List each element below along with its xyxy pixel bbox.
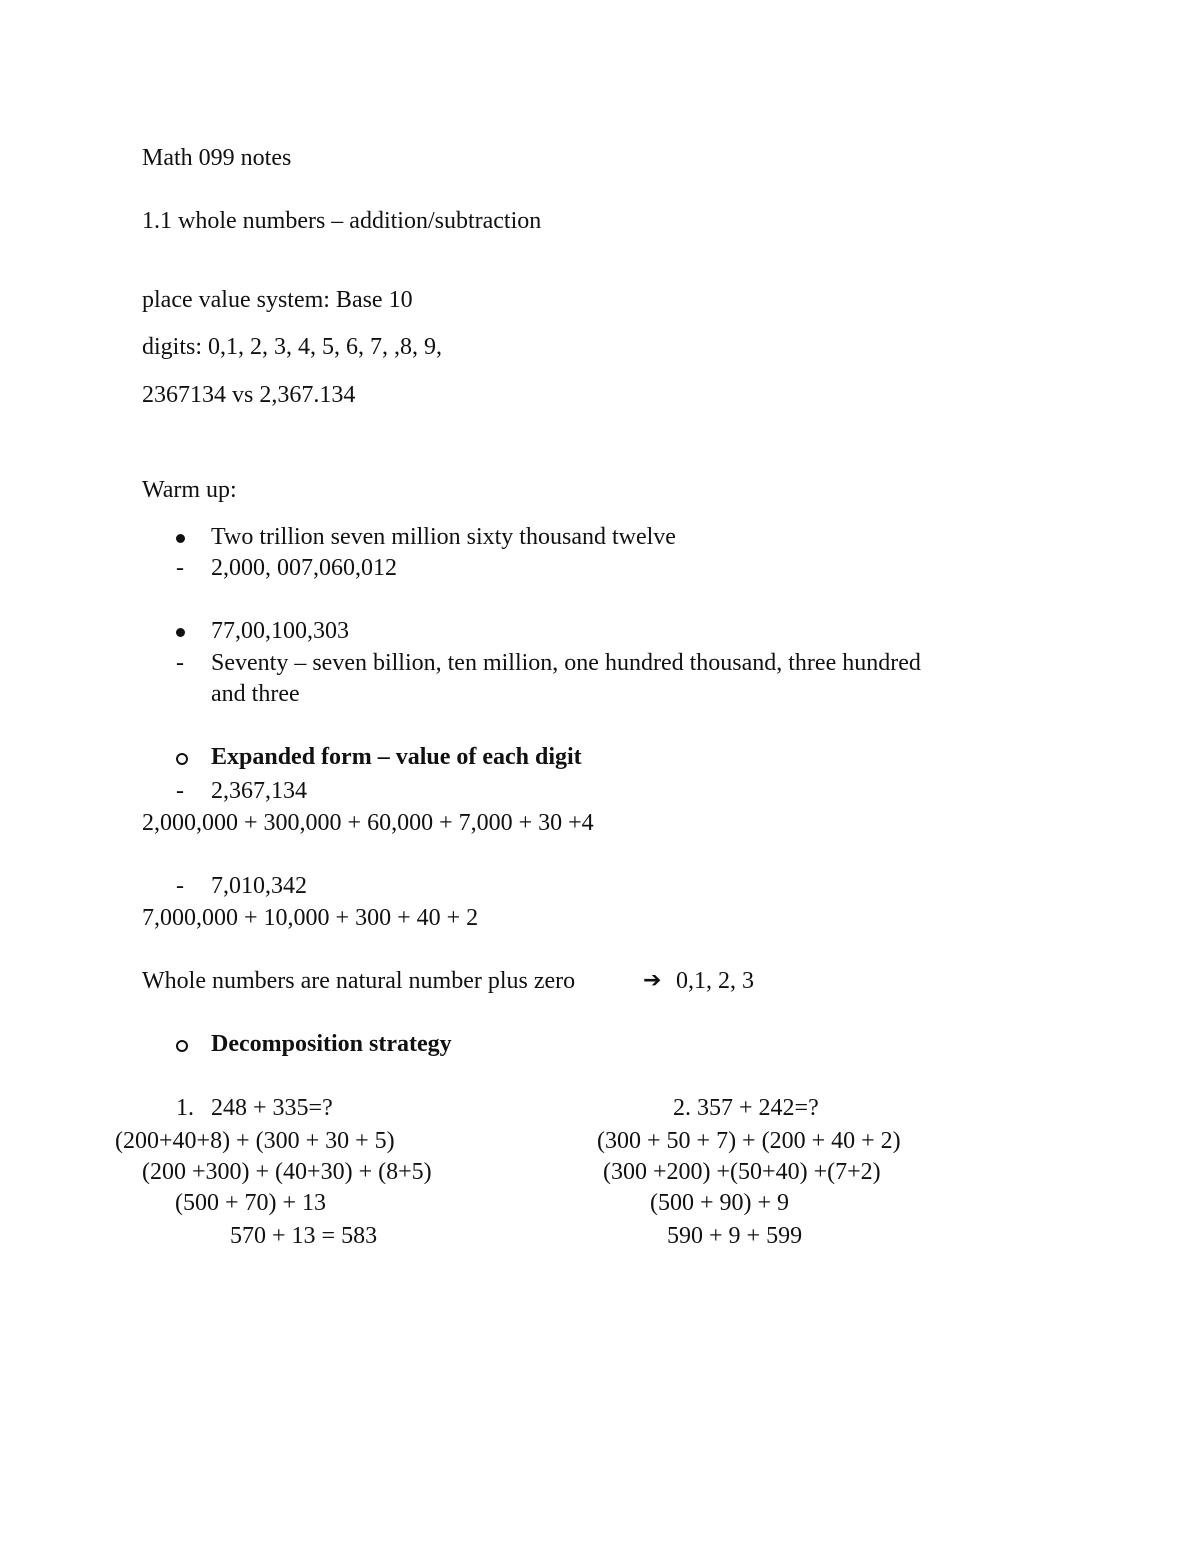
whole-numbers-text: Whole numbers are natural number plus zero (142, 968, 576, 994)
expanded-form-heading: Expanded form – value of each digit (211, 744, 582, 770)
problem-1-step-2: (200 +300) + (40+30) + (8+5) (142, 1159, 432, 1185)
problem-2-step-1: (300 + 50 + 7) + (200 + 40 + 2) (597, 1128, 901, 1154)
warmup-item-1-answer: 2,000, 007,060,012 (211, 555, 397, 581)
bullet-dot-icon (176, 534, 185, 543)
problem-2-step-4: 590 + 9 + 599 (667, 1223, 803, 1249)
warmup-item-2-answer-line2: and three (211, 681, 300, 707)
warmup-heading: Warm up: (142, 477, 237, 503)
comparison-line: 2367134 vs 2,367.134 (142, 382, 356, 408)
digits-line: digits: 0,1, 2, 3, 4, 5, 6, 7, ,8, 9, (142, 334, 443, 360)
dash-icon: - (176, 650, 184, 676)
dash-icon: - (176, 873, 184, 899)
dash-icon: - (176, 778, 184, 804)
expanded-example-1-expanded: 2,000,000 + 300,000 + 60,000 + 7,000 + 30 +4 (142, 810, 594, 836)
hollow-bullet-icon (176, 753, 188, 765)
expanded-example-2-number: 7,010,342 (211, 873, 307, 899)
expanded-example-1-number: 2,367,134 (211, 778, 307, 804)
section-heading: 1.1 whole numbers – addition/subtraction (142, 208, 542, 234)
problem-1-step-1: (200+40+8) + (300 + 30 + 5) (115, 1128, 395, 1154)
place-value-line: place value system: Base 10 (142, 287, 413, 313)
problem-1-step-4: 570 + 13 = 583 (230, 1223, 378, 1249)
problem-1-question: 248 + 335=? (211, 1095, 333, 1121)
warmup-item-2: 77,00,100,303 (211, 618, 349, 644)
dash-icon: - (176, 555, 184, 581)
warmup-item-1: Two trillion seven million sixty thousand twelve (211, 524, 676, 550)
bullet-dot-icon (176, 628, 185, 637)
whole-numbers-list: 0,1, 2, 3 (676, 968, 754, 994)
right-arrow-icon: ➔ (643, 968, 662, 993)
problem-2-step-2: (300 +200) +(50+40) +(7+2) (603, 1159, 881, 1185)
problem-1-label: 1. (176, 1095, 194, 1121)
warmup-item-2-answer-line1: Seventy – seven billion, ten million, one hundred thousand, three hundred (211, 650, 921, 676)
decomposition-heading: Decomposition strategy (211, 1031, 452, 1057)
expanded-example-2-expanded: 7,000,000 + 10,000 + 300 + 40 + 2 (142, 905, 479, 931)
document-title: Math 099 notes (142, 145, 292, 171)
problem-2-question: 2. 357 + 242=? (673, 1095, 819, 1121)
problem-1-step-3: (500 + 70) + 13 (175, 1190, 327, 1216)
hollow-bullet-icon (176, 1040, 188, 1052)
problem-2-step-3: (500 + 90) + 9 (650, 1190, 790, 1216)
